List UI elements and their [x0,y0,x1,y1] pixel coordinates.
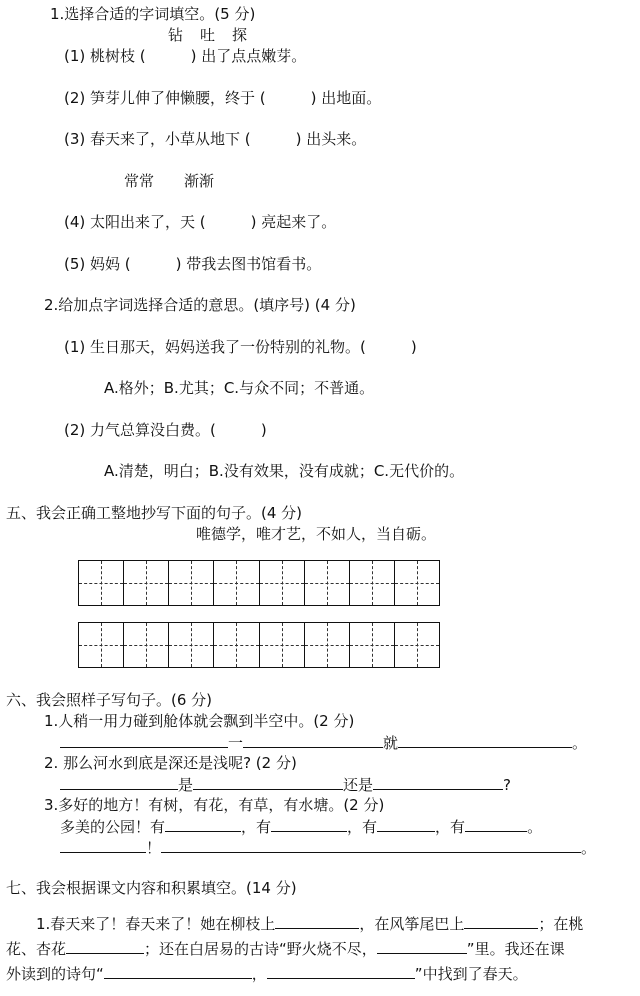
blank-line[interactable] [60,774,178,790]
grid-cell[interactable] [124,561,169,605]
blank-line[interactable] [60,732,228,748]
q1-item-2: (2) 笋芽儿伸了伸懒腰，终于 ( ) 出地面。 [64,89,382,107]
blank-line[interactable] [398,732,572,748]
blank-line[interactable] [373,774,503,790]
blank-line[interactable] [275,913,359,929]
p7-text: ；在桃 [538,915,584,933]
grid-cell[interactable] [395,623,439,667]
q2-title: 2.给加点字词选择合适的意思。(填序号) (4 分) [44,296,356,314]
tianzige-row-1[interactable] [78,560,440,606]
p6-q1-text: 1.人稍一用力碰到舱体就会飘到半空中。(2 分) [44,712,355,730]
p7-q1-line-1 [36,913,583,934]
part5-title: 五、我会正确工整地抄写下面的句子。(4 分) [6,504,303,522]
grid-cell[interactable] [305,623,350,667]
p6-q2-answer [60,774,511,795]
grid-cell[interactable] [260,623,305,667]
p7-text: ，在风筝尾巴上 [359,915,465,933]
grid-cell[interactable] [79,561,124,605]
grid-cell[interactable] [169,561,214,605]
p7-text: 花、杏花 [6,940,67,958]
p7-text: ；还在白居易的古诗“野火烧不尽， [144,940,377,958]
part6-title: 六、我会照样子写句子。(6 分) [6,691,213,709]
p6-q3-text: 3.多好的地方！有树，有花，有草，有水塘。(2 分) [44,796,385,814]
p6-q3-lead: 多美的公园！有 [60,818,166,836]
p7-text: ”里。我还在课 [466,940,565,958]
p6-q2-text: 2. 那么河水到底是深还是浅呢? (2 分) [44,754,297,772]
p7-text: 1.春天来了！春天来了！她在柳枝上 [36,915,276,933]
p6-q3-sep: ，有 [241,818,272,836]
q2-item-2: (2) 力气总算没白费。( ) [64,421,267,439]
blank-line[interactable] [165,816,241,832]
p6-q1-w2: 就 [383,734,399,752]
copy-sentence: 唯德学，唯才艺，不如人，当自砺。 [196,525,437,543]
q1-item-3: (3) 春天来了，小草从地下 ( ) 出头来。 [64,130,367,148]
p7-text: ”中找到了春天。 [414,965,528,983]
blank-line[interactable] [161,837,581,853]
grid-cell[interactable] [214,623,259,667]
blank-line[interactable] [66,938,144,954]
q1-title: 1.选择合适的字词填空。(5 分) [50,5,256,23]
p6-q1-end: 。 [572,734,588,752]
p6-q3-excl: ！ [146,839,162,857]
blank-line[interactable] [377,816,435,832]
p7-q1-line-3 [6,963,528,984]
p6-q3-answer-1 [60,816,542,837]
blank-line[interactable] [377,938,467,954]
grid-cell[interactable] [305,561,350,605]
part7-title: 七、我会根据课文内容和积累填空。(14 分) [6,879,297,897]
p6-q3-end: 。 [581,839,597,857]
q2-options-2: A.清楚，明白；B.没有效果，没有成就；C.无代价的。 [104,462,465,480]
p6-q3-answer-2 [60,837,596,858]
blank-line[interactable] [464,913,538,929]
tianzige-row-2[interactable] [78,622,440,668]
blank-line[interactable] [243,732,383,748]
blank-line[interactable] [267,963,415,979]
grid-cell[interactable] [260,561,305,605]
grid-cell[interactable] [124,623,169,667]
q1-item-1: (1) 桃树枝 ( ) 出了点点嫩芽。 [64,47,307,65]
grid-cell[interactable] [350,623,395,667]
word-bank-b: 常常 渐渐 [124,172,215,190]
blank-line[interactable] [465,816,527,832]
p6-q2-end: ? [503,776,511,794]
q1-item-4: (4) 太阳出来了，天 ( ) 亮起来了。 [64,213,337,231]
p7-q1-line-2 [6,938,565,959]
grid-cell[interactable] [395,561,439,605]
grid-cell[interactable] [214,561,259,605]
p6-q2-w1: 是 [178,776,194,794]
blank-line[interactable] [60,837,146,853]
grid-cell[interactable] [350,561,395,605]
p7-text: 外读到的诗句“ [6,965,104,983]
grid-cell[interactable] [79,623,124,667]
p6-q3-sep: ，有 [435,818,466,836]
blank-line[interactable] [271,816,347,832]
p6-q1-answer [60,732,587,753]
p6-q3-end: 。 [527,818,543,836]
q2-item-1: (1) 生日那天，妈妈送我了一份特别的礼物。( ) [64,338,417,356]
blank-line[interactable] [193,774,343,790]
p6-q3-sep: ，有 [347,818,378,836]
q1-item-5: (5) 妈妈 ( ) 带我去图书馆看书。 [64,255,322,273]
p6-q2-w2: 还是 [343,776,374,794]
p6-q1-w1: 一 [228,734,244,752]
q2-options-1: A.格外；B.尤其；C.与众不同；不普通。 [104,379,375,397]
p7-text: ， [251,965,267,983]
word-bank-a: 钻 吐 探 [168,26,249,44]
grid-cell[interactable] [169,623,214,667]
blank-line[interactable] [104,963,252,979]
